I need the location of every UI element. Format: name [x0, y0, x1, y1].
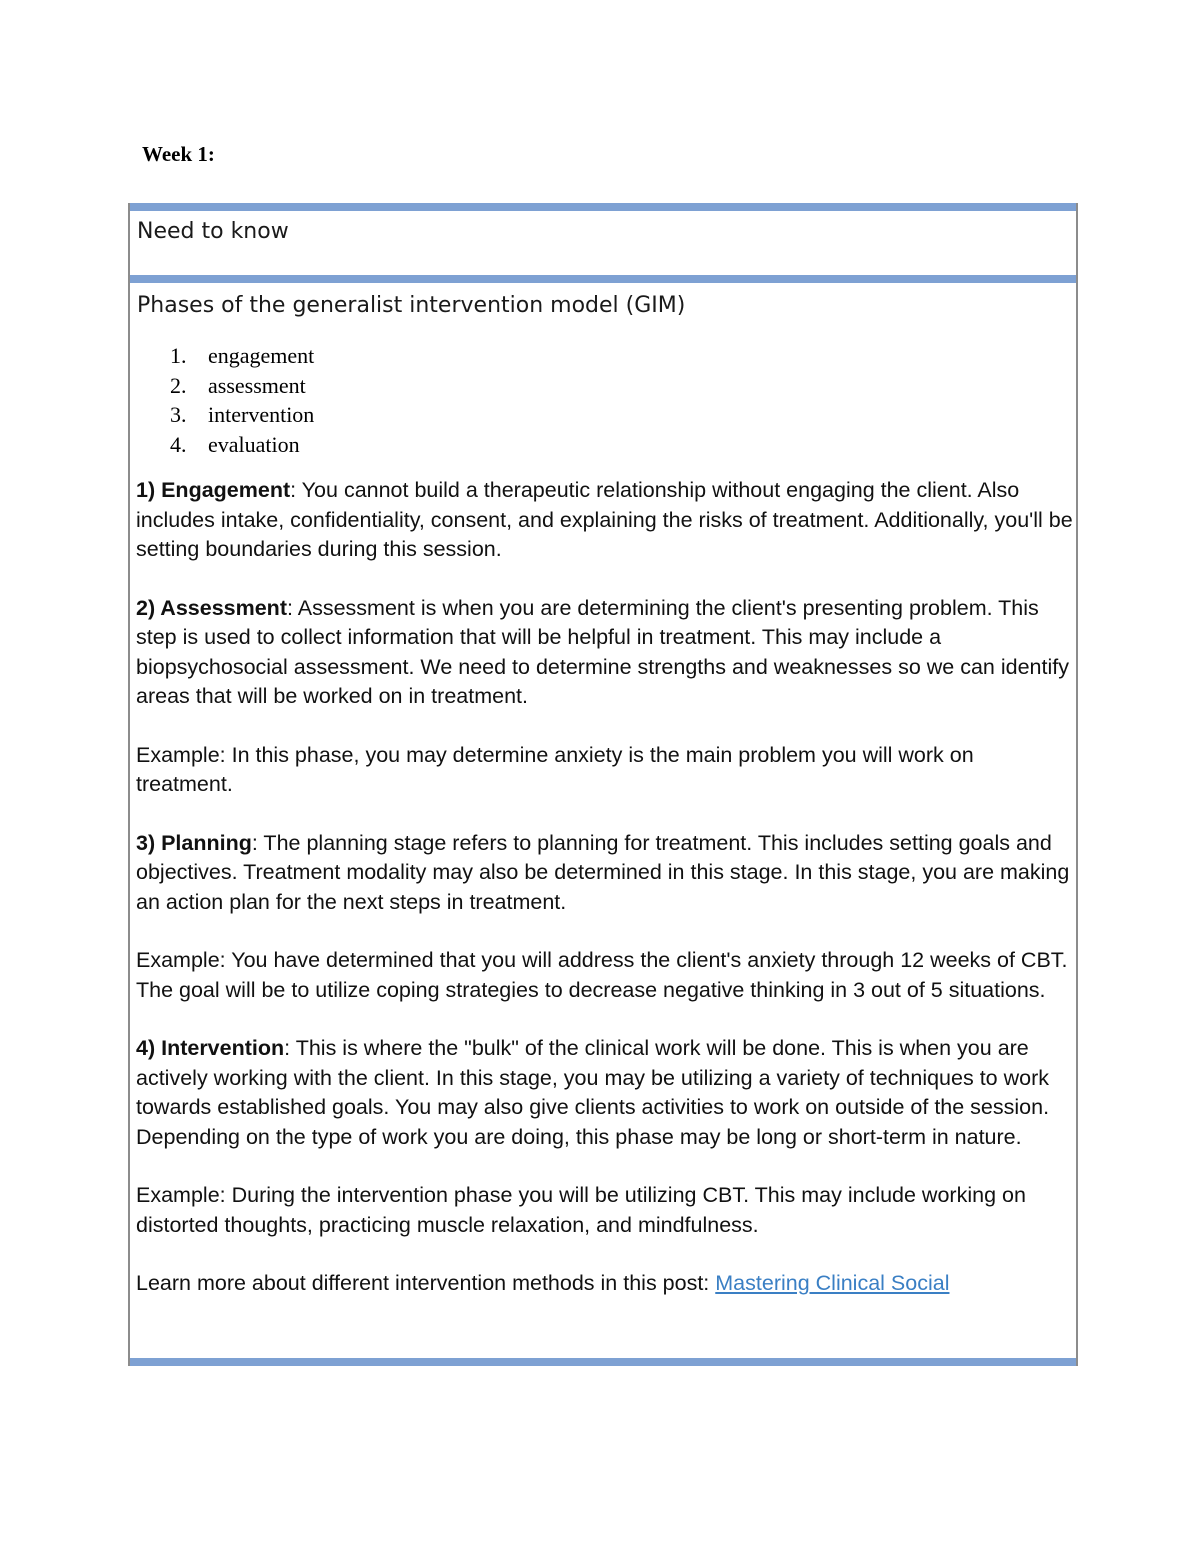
learn-more-text: Learn more about different intervention methods in this post:	[136, 1271, 716, 1295]
need-to-know-heading: Need to know	[137, 219, 289, 244]
phases-list	[170, 341, 314, 459]
intervention-example: Example: During the intervention phase you will be utilizing CBT. This may include working on distorted thoughts, practicing muscle relaxation, and mindfulness.	[136, 1183, 1026, 1237]
planning-example: Example: You have determined that you will address the client's anxiety through 12 weeks of CBT. The goal will be to utilize coping strategies to decrease negative thinking in 3 out of 5 situations.	[136, 948, 1068, 1002]
learn-more-paragraph	[136, 1269, 1076, 1299]
intervention-term: 4) Intervention	[136, 1036, 285, 1060]
list-label: engagement	[208, 343, 315, 368]
list-number: 3.	[170, 402, 187, 427]
list-number: 2.	[170, 372, 187, 398]
phases-heading: Phases of the generalist intervention model (GIM)	[137, 293, 686, 318]
engagement-text: : You cannot build a therapeutic relationship without engaging the client. Also includes intake, confidentiality, consent, and explaining the risks of treatment. Additionally, you'll be setting boundaries during this session.	[136, 478, 1073, 561]
list-item	[170, 430, 314, 460]
planning-text: : The planning stage refers to planning for treatment. This includes setting goals and objectives. Treatment modality may also be determined in this stage. In this stage, you are making an action plan for the next steps in treatment.	[136, 830, 1070, 914]
engagement-term: 1) Engagement	[136, 478, 291, 502]
table-top-bar	[130, 203, 1076, 211]
assessment-text: : Assessment is when you are determining the client's presenting problem. This step is used to collect information that will be helpful in treatment. This may include a biopsychosocial assessment. We need to determine strengths and weaknesses so we can identify areas that will be worked on in treatment.	[136, 595, 1069, 708]
body-text	[136, 476, 1076, 1299]
list-item	[170, 371, 314, 401]
intervention-text: : This is where the "bulk" of the clinical work will be done. This is when you are actively working with the client. In this stage, you may be utilizing a variety of techniques to work towards established goals. You may also give clients activities to work on outside of the session. Depending on the type of work you are doing, this phase may be long or short-term in nature.	[136, 1036, 1050, 1149]
content-table	[128, 203, 1078, 1366]
engagement-paragraph	[136, 476, 1076, 565]
mastering-clinical-social-link[interactable]: Mastering Clinical Social	[715, 1271, 950, 1295]
assessment-paragraph	[136, 594, 1076, 712]
page-title: Week 1:	[142, 142, 215, 166]
intervention-paragraph	[136, 1034, 1076, 1152]
list-label: assessment	[208, 372, 306, 398]
table-bottom-bar	[130, 1358, 1076, 1366]
list-number: 4.	[170, 431, 187, 457]
assessment-example: Example: In this phase, you may determine anxiety is the main problem you will work on treatment.	[136, 742, 974, 796]
list-label: intervention	[208, 402, 315, 427]
planning-paragraph	[136, 829, 1076, 918]
assessment-term: 2) Assessment	[136, 595, 287, 620]
list-label: evaluation	[208, 431, 300, 457]
list-number: 1.	[170, 343, 187, 368]
list-item	[170, 341, 314, 371]
table-divider-bar	[130, 275, 1076, 283]
list-item	[170, 400, 314, 430]
planning-term: 3) Planning	[136, 830, 252, 855]
